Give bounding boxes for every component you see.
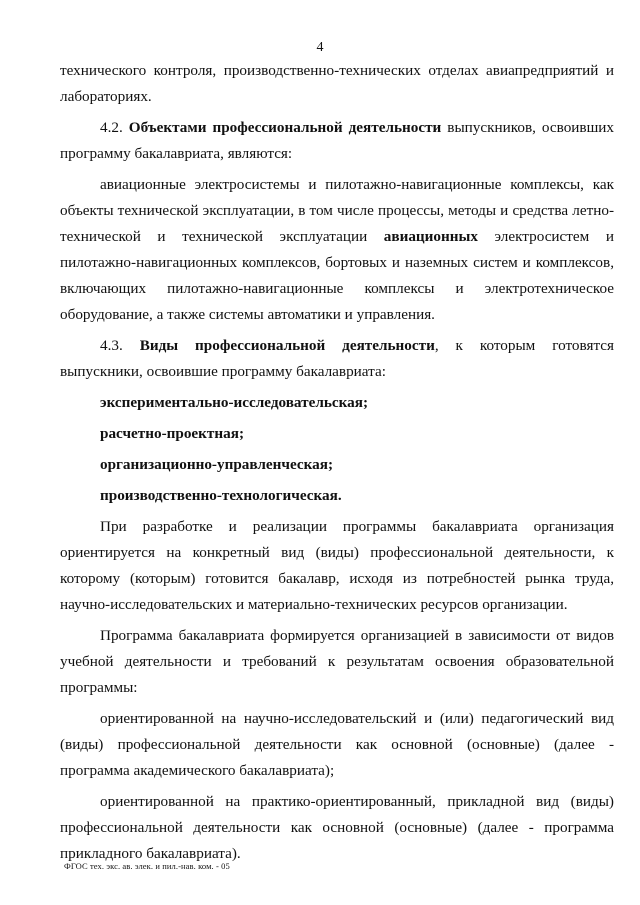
paragraph-academic-bachelor: ориентированной на научно-исследовательский и (или) педагогический вид (виды) профессиональной деятельности как основной (основные) (далее - программа академического бакалавриата); (60, 710, 614, 779)
paragraph-objects (60, 172, 614, 328)
paragraph-4-3 (60, 333, 614, 385)
paragraph-program-formation: Программа бакалавриата формируется организацией в зависимости от видов учебной деятельности и требований к результатам освоения образовательной программы: (60, 627, 614, 696)
bold-term: Объектами профессиональной деятельности (128, 119, 442, 136)
page-number: 4 (316, 40, 324, 55)
activity-type: организационно-управленческая; (100, 456, 333, 473)
activity-type: расчетно-проектная; (100, 425, 245, 442)
paragraph-text: авиационные электросистемы и пилотажно-навигационные комплексы, как объекты технической эксплуатации, в том числе процессы, методы и средства летно-технической и технической эксплуатации (60, 176, 614, 245)
paragraph-text: выпускников, освоивших программу бакалавриата, являются: (60, 119, 615, 162)
paragraph-applied-bachelor: ориентированной на практико-ориентированный, прикладной вид (виды) профессиональной деятельности как основной (основные) (далее - программа прикладного бакалавриата). (60, 793, 614, 862)
paragraph-continuation: технического контроля, производственно-технических отделах авиапредприятий и лабораториях. (60, 62, 614, 105)
section-number: 4.2. (100, 119, 129, 136)
section-number: 4.3. (100, 337, 140, 354)
document-body (60, 58, 614, 867)
list-item (60, 452, 614, 478)
list-item (60, 421, 614, 447)
footer-code: ФГОС тех. экс. ав. элек. и пил.-нав. ком. - 05 (64, 861, 230, 871)
paragraph-orientation: При разработке и реализации программы бакалавриата организация ориентируется на конкретный вид (виды) профессиональной деятельности, к которому (которым) готовится бакалавр, исходя из потребностей рынка труда, научно-исследовательских и материально-технических ресурсов организации. (60, 518, 614, 613)
list-item (60, 390, 614, 416)
paragraph-text: электросистем и пилотажно-навигационных комплексов, бортовых и наземных систем и комплексов, включающих пилотажно-навигационные комплексы и электротехническое оборудование, а также системы автоматики и управления. (60, 228, 614, 323)
bold-term: Виды профессиональной деятельности (139, 337, 435, 354)
paragraph-4-2 (60, 115, 614, 167)
activity-type: производственно-технологическая. (100, 487, 342, 504)
paragraph-text: , к которым готовятся выпускники, освоившие программу бакалавриата: (60, 337, 614, 380)
list-item (60, 483, 614, 509)
activity-type: экспериментально-исследовательская; (100, 394, 369, 411)
bold-term: авиационных (383, 228, 478, 245)
